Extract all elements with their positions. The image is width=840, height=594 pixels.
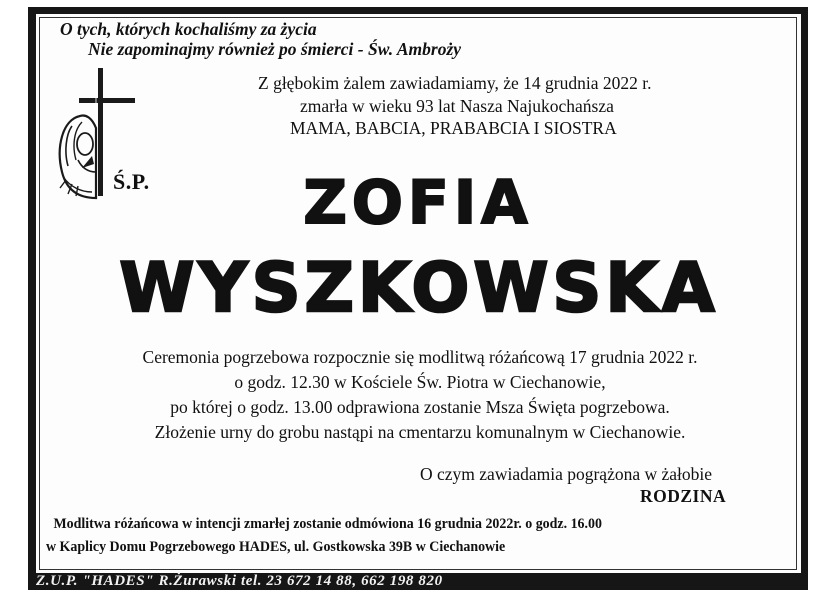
motto-line-2: Nie zapominajmy również po śmierci - Św. Ambroży: [88, 39, 462, 59]
deceased-first-name: ZOFIA: [303, 168, 533, 238]
family-signature: RODZINA: [640, 486, 727, 506]
funeral-home-footer: Z.U.P. "HADES" R.Żurawski tel. 23 672 14 88, 662 198 820: [36, 573, 443, 589]
deceased-last-name: WYSZKOWSKA: [119, 249, 719, 328]
rosary-line-1: Modlitwa różańcowa w intencji zmarłej zostanie odmówiona 16 grudnia 2022r. o godz. 16.00: [53, 516, 602, 532]
funeral-details: [80, 345, 760, 445]
intro-line-2: zmarła w wieku 93 lat Nasza Najukochańsza: [300, 95, 614, 116]
ceremony-line-1: Ceremonia pogrzebowa rozpocznie się modlitwą różańcową 17 grudnia 2022 r.: [142, 347, 698, 367]
motto-line-1: O tych, których kochaliśmy za życia: [60, 19, 317, 39]
intro-line-3: MAMA, BABCIA, PRABABCIA I SIOSTRA: [290, 118, 617, 138]
memorial-prefix: Ś.P.: [113, 169, 150, 194]
ceremony-line-4: Złożenie urny do grobu nastąpi na cmentarzu komunalnym w Ciechanowie.: [154, 422, 686, 442]
intro-line-1: Z głębokim żalem zawiadamiamy, że 14 grudnia 2022 r.: [258, 73, 652, 93]
rosary-prayer-note: [46, 513, 602, 559]
rosary-line-2: w Kaplicy Domu Pogrzebowego HADES, ul. Gostkowska 39B w Ciechanowie: [46, 539, 506, 555]
mourning-notice: O czym zawiadamia pogrążona w żałobie: [420, 464, 713, 484]
ceremony-line-2: o godz. 12.30 w Kościele Św. Piotra w Ciechanowie,: [234, 372, 606, 392]
ceremony-line-3: po której o godz. 13.00 odprawiona zostanie Msza Święta pogrzebowa.: [170, 397, 670, 417]
motto-quote: [60, 19, 461, 59]
announcement-intro: [258, 72, 728, 140]
